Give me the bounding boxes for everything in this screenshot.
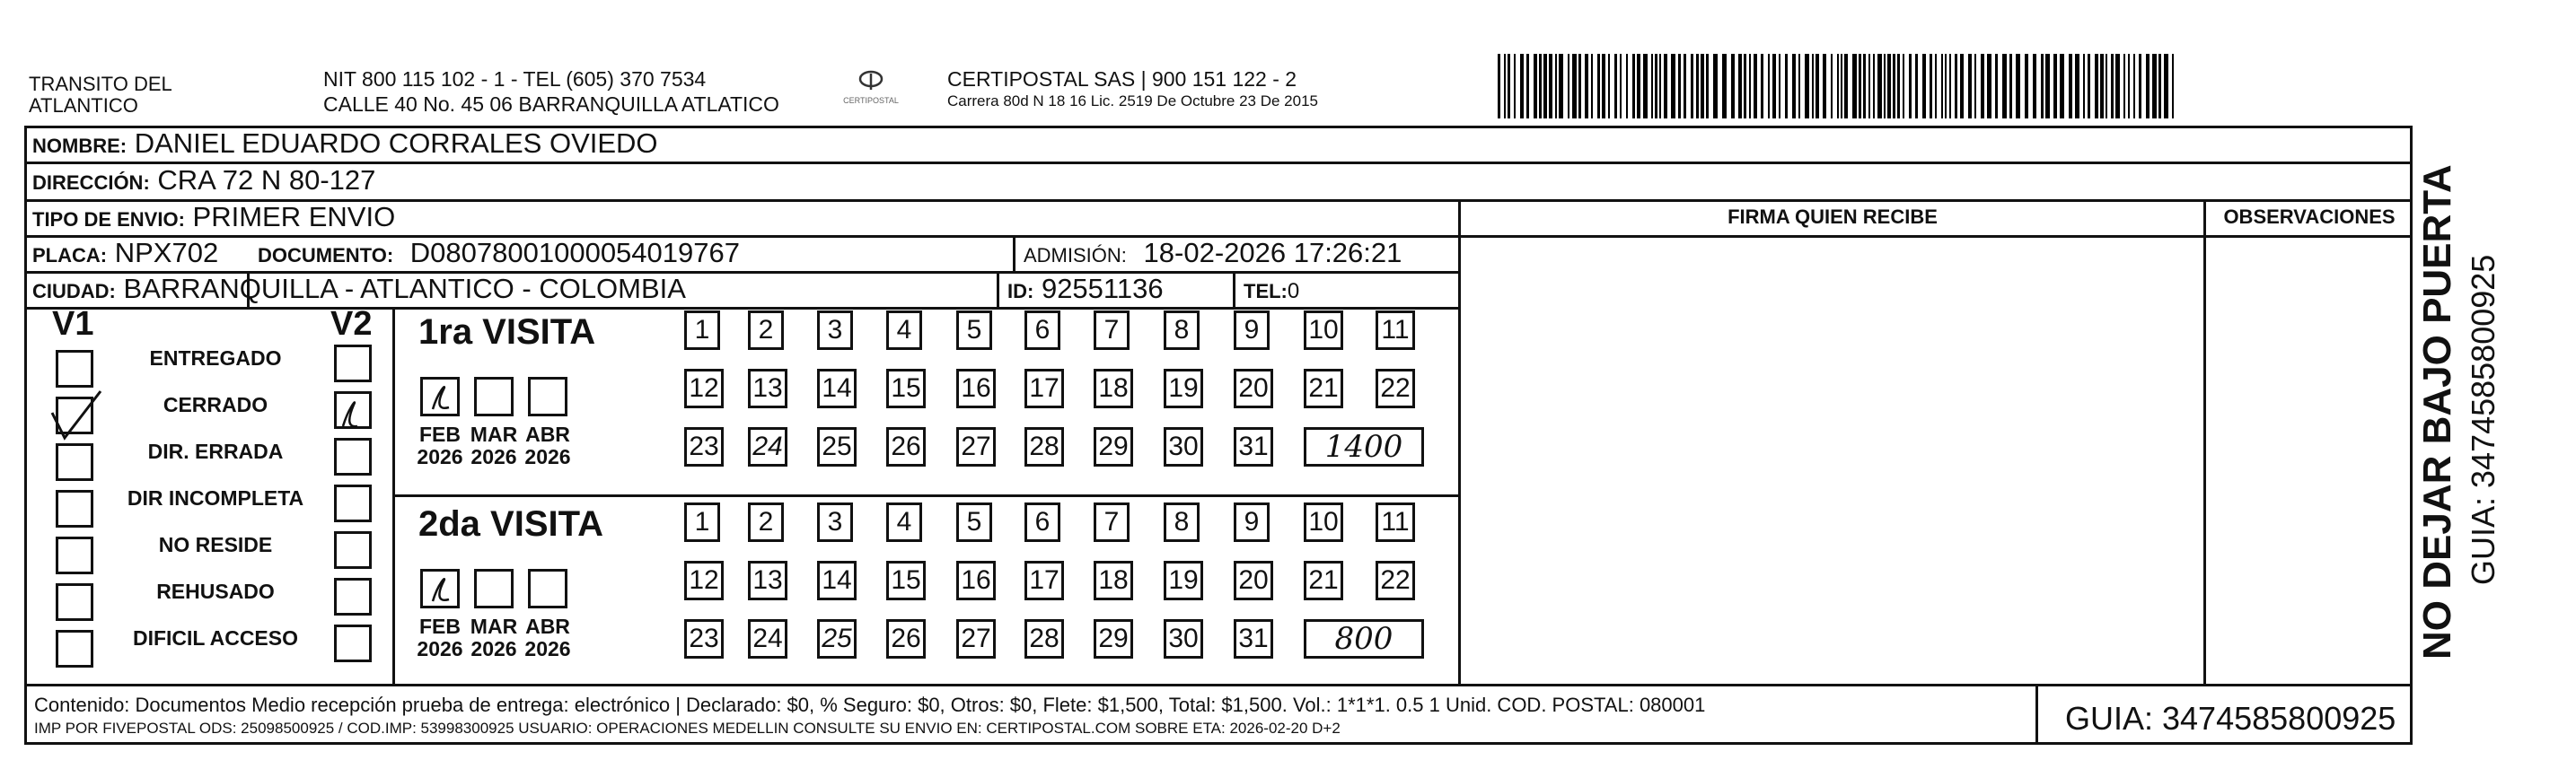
day-box[interactable]: 23 (684, 619, 724, 659)
barcode-bar (1792, 54, 1796, 118)
tipo-field (32, 202, 395, 235)
day-box[interactable]: 8 (1164, 502, 1200, 542)
observaciones-header: OBSERVACIONES (2223, 205, 2396, 228)
barcode-bar (1823, 54, 1826, 118)
day-box[interactable]: 3 (817, 502, 853, 542)
barcode-bar (1664, 54, 1667, 118)
barcode-bar (1637, 54, 1640, 118)
barcode-bar (2164, 54, 2168, 118)
barcode-bar (1945, 54, 1947, 118)
carrier-info (947, 66, 1318, 111)
month-checkbox[interactable] (474, 569, 514, 608)
month-checkbox[interactable] (474, 377, 514, 416)
v2-checkbox[interactable] (334, 345, 372, 382)
barcode-bar (1678, 54, 1681, 118)
time-box[interactable]: 1400 (1304, 427, 1424, 467)
v2-checkbox[interactable] (334, 578, 372, 616)
day-box[interactable]: 25 (817, 427, 857, 467)
barcode-bar (1960, 54, 1964, 118)
barcode-bar (1643, 54, 1648, 118)
barcode-bar (1731, 54, 1735, 118)
barcode-bar (1572, 54, 1577, 118)
v2-checkbox[interactable] (334, 531, 372, 569)
barcode-bar (1841, 54, 1842, 118)
day-box[interactable]: 15 (886, 561, 926, 600)
v1-checkbox[interactable] (56, 537, 93, 574)
day-box[interactable]: 20 (1234, 561, 1273, 600)
day-box[interactable]: 24 (748, 619, 787, 659)
day-box[interactable]: 24 (748, 427, 787, 467)
barcode-bar (1539, 54, 1542, 118)
barcode-bar (1768, 54, 1770, 118)
day-box[interactable]: 28 (1024, 619, 1064, 659)
day-box[interactable]: 12 (684, 561, 724, 600)
barcode-bar (1884, 54, 1886, 118)
day-box[interactable]: 2 (748, 502, 784, 542)
barcode-bar (1671, 54, 1675, 118)
barcode-bar (1555, 54, 1557, 118)
barcode-bar (1626, 54, 1628, 118)
month-label: MAR 2026 (470, 423, 518, 468)
carrier-license: Carrera 80d N 18 16 Lic. 2519 De Octubre 23 De 2015 (947, 92, 1318, 109)
v1-checkbox[interactable] (56, 443, 93, 481)
day-box[interactable]: 29 (1094, 427, 1133, 467)
feb-mark-icon (424, 379, 460, 415)
day-box[interactable]: 21 (1304, 561, 1343, 600)
id-value: 92551136 (1041, 273, 1164, 304)
barcode-bar (1968, 54, 1972, 118)
ciudad-value: BARRANQUILLA - ATLANTICO - COLOMBIA (123, 273, 686, 304)
barcode-bar (2083, 54, 2085, 118)
id-field (1007, 274, 1164, 307)
footer-imp-line: IMP POR FIVEPOSTAL ODS: 25098500925 / COD.IMP: 53998300925 USUARIO: OPERACIONES MEDELLIN CONSULTE SU ENVIO EN: CERTIPOSTAL.COM SOBRE ETA: 2026-02-20 D+2 (34, 720, 1341, 737)
admision-value: 18-02-2026 17:26:21 (1143, 237, 1402, 268)
nombre-label: NOMBRE: (32, 135, 127, 157)
day-box[interactable]: 11 (1376, 502, 1415, 542)
barcode-bar (2095, 54, 2098, 118)
barcode-bar (1761, 54, 1763, 118)
day-box[interactable]: 21 (1304, 369, 1343, 408)
footer-guia: GUIA: 3474585800925 (2065, 700, 2396, 737)
barcode-bar (1844, 54, 1848, 118)
barcode-bar (1974, 54, 1976, 118)
barcode-bar (1526, 54, 1529, 118)
barcode-bar (1816, 54, 1819, 118)
v2-label: V2 (330, 305, 373, 343)
placa-value: NPX702 (114, 237, 219, 268)
barcode-bar (2053, 54, 2057, 118)
barcode-bar (2075, 54, 2079, 118)
barcode-bar (1887, 54, 1891, 118)
day-box[interactable]: 14 (817, 369, 857, 408)
barcode-bar (1935, 54, 1937, 118)
day-box[interactable]: 10 (1304, 502, 1343, 542)
barcode-bar (2115, 54, 2120, 118)
barcode-bar (1549, 54, 1552, 118)
barcode-bar (1909, 54, 1912, 118)
day-box[interactable]: 6 (1024, 310, 1060, 350)
day-box[interactable]: 2 (748, 310, 784, 350)
ciudad-field (32, 274, 686, 307)
barcode-bar (1785, 54, 1788, 118)
barcode-bar (1543, 54, 1547, 118)
day-box[interactable]: 27 (956, 427, 996, 467)
direccion-field (32, 165, 375, 198)
day-box[interactable]: 5 (956, 502, 992, 542)
v1-checkbox[interactable] (56, 583, 93, 621)
barcode-bar (2158, 54, 2161, 118)
barcode-bar (1568, 54, 1569, 118)
org-contact (323, 66, 779, 117)
barcode-bar (1684, 54, 1686, 118)
v2-checkbox[interactable] (334, 438, 372, 476)
day-box[interactable]: 14 (817, 561, 857, 600)
v1-checkbox[interactable] (56, 350, 93, 388)
barcode-bar (1744, 54, 1746, 118)
barcode-bar (1585, 54, 1588, 118)
barcode-bar (1779, 54, 1780, 118)
status-label: NO RESIDE (158, 533, 273, 556)
day-box[interactable]: 4 (886, 310, 922, 350)
barcode-bar (1868, 54, 1870, 118)
day-box[interactable]: 8 (1164, 310, 1200, 350)
initial-mark-icon (330, 390, 375, 435)
day-box[interactable]: 19 (1164, 369, 1203, 408)
barcode-bar (1691, 54, 1693, 118)
barcode-bar (1893, 54, 1895, 118)
placa-label: PLACA: (32, 244, 108, 267)
barcode-bar (2128, 54, 2130, 118)
day-box[interactable]: 10 (1304, 310, 1343, 350)
barcode-bar (1831, 54, 1833, 118)
barcode-bar (2139, 54, 2141, 118)
day-box[interactable]: 13 (748, 369, 787, 408)
barcode-bar (1597, 54, 1600, 118)
admision-label: ADMISIÓN: (1024, 244, 1127, 267)
day-box[interactable]: 17 (1024, 369, 1064, 408)
day-box[interactable]: 17 (1024, 561, 1064, 600)
footer-content-line: Contenido: Documentos Medio recepción prueba de entrega: electrónico | Declarado: $0, % Seguro: $0, Otros: $0, Flete: $1,500, Total: $1,500. Vol.: 1*1*1. 0.5 1 Unid. COD. POSTAL: 080001 (34, 694, 1706, 716)
barcode-bar (1930, 54, 1932, 118)
day-box[interactable]: 16 (956, 561, 996, 600)
barcode-bar (1520, 54, 1524, 118)
tel-value: 0 (1287, 279, 1300, 303)
day-box[interactable]: 25 (817, 619, 857, 659)
barcode-bar (2025, 54, 2028, 118)
feb-mark-icon (424, 571, 460, 607)
logo-icon (853, 70, 889, 92)
no-dejar-warning: NO DEJAR BAJO PUERTA (2415, 164, 2459, 660)
barcode-bar (1659, 54, 1661, 118)
barcode-bar (1620, 54, 1622, 118)
month-checkbox[interactable] (528, 377, 567, 416)
barcode-bar (1852, 54, 1857, 118)
logo-text: CERTIPOSTAL (843, 96, 899, 105)
day-box[interactable]: 28 (1024, 427, 1064, 467)
checkmark-icon (45, 386, 108, 449)
carrier-logo (840, 70, 902, 105)
barcode-bar (1981, 54, 1984, 118)
direccion-value: CRA 72 N 80-127 (157, 164, 376, 196)
barcode (1498, 54, 2180, 118)
barcode-bar (1873, 54, 1875, 118)
month-label: ABR 2026 (524, 423, 571, 468)
barcode-bar (2123, 54, 2125, 118)
month-label: MAR 2026 (470, 615, 518, 660)
barcode-bar (2045, 54, 2050, 118)
barcode-bar (1696, 54, 1699, 118)
org-line-1: TRANSITO DEL (29, 73, 172, 95)
barcode-bar (1651, 54, 1653, 118)
month-checkbox[interactable] (528, 569, 567, 608)
barcode-bar (1504, 54, 1506, 118)
barcode-bar (1949, 54, 1951, 118)
barcode-bar (2152, 54, 2157, 118)
barcode-bar (2133, 54, 2135, 118)
v2-checkbox[interactable] (334, 485, 372, 522)
day-box[interactable]: 11 (1376, 310, 1415, 350)
day-box[interactable]: 12 (684, 369, 724, 408)
day-box[interactable]: 26 (886, 427, 926, 467)
day-box[interactable]: 15 (886, 369, 926, 408)
day-box[interactable]: 18 (1094, 369, 1133, 408)
barcode-bar (1722, 54, 1727, 118)
day-box[interactable]: 9 (1234, 310, 1270, 350)
barcode-bar (1877, 54, 1882, 118)
status-label: DIFICIL ACCESO (132, 626, 298, 650)
day-box[interactable]: 5 (956, 310, 992, 350)
barcode-bar (1498, 54, 1500, 118)
barcode-bar (1514, 54, 1516, 118)
day-box[interactable]: 20 (1234, 369, 1273, 408)
placa-field (32, 238, 218, 271)
tel-field (1244, 274, 1299, 307)
admision-field (1024, 238, 1402, 271)
barcode-bar (2146, 54, 2150, 118)
day-box[interactable]: 13 (748, 561, 787, 600)
barcode-bar (1995, 54, 1998, 118)
barcode-bar (2060, 54, 2064, 118)
barcode-bar (1602, 54, 1605, 118)
documento-value: D08078001000054019767 (409, 237, 740, 268)
barcode-bar (2172, 54, 2174, 118)
barcode-bar (1987, 54, 1991, 118)
barcode-bar (2088, 54, 2090, 118)
day-box[interactable]: 1 (684, 310, 720, 350)
barcode-bar (2002, 54, 2007, 118)
month-label: FEB 2026 (417, 423, 463, 468)
day-box[interactable]: 7 (1094, 502, 1130, 542)
barcode-bar (2106, 54, 2107, 118)
day-box[interactable]: 4 (886, 502, 922, 542)
barcode-bar (1897, 54, 1900, 118)
status-label: DIR INCOMPLETA (127, 486, 304, 510)
day-box[interactable]: 18 (1094, 561, 1133, 600)
barcode-bar (1614, 54, 1617, 118)
barcode-bar (1632, 54, 1635, 118)
barcode-bar (1955, 54, 1957, 118)
barcode-bar (1749, 54, 1751, 118)
v1-checkbox[interactable] (56, 630, 93, 668)
barcode-bar (1701, 54, 1704, 118)
barcode-bar (1713, 54, 1718, 118)
direccion-label: DIRECCIÓN: (32, 171, 150, 194)
day-box[interactable]: 31 (1234, 619, 1273, 659)
barcode-bar (1559, 54, 1563, 118)
day-box[interactable]: 23 (684, 427, 724, 467)
day-box[interactable]: 29 (1094, 619, 1133, 659)
org-line-2: ATLANTICO (29, 94, 138, 117)
day-box[interactable]: 22 (1376, 369, 1415, 408)
barcode-bar (1655, 54, 1657, 118)
barcode-bar (1508, 54, 1510, 118)
month-label: FEB 2026 (417, 615, 463, 660)
day-box[interactable]: 31 (1234, 427, 1273, 467)
day-box[interactable]: 26 (886, 619, 926, 659)
status-label: CERRADO (163, 393, 268, 416)
tipo-value: PRIMER ENVIO (192, 201, 396, 232)
day-box[interactable]: 30 (1164, 619, 1203, 659)
first-visit-title: 1ra VISITA (418, 312, 596, 352)
org-name (29, 74, 172, 117)
barcode-bar (1863, 54, 1866, 118)
barcode-bar (1859, 54, 1861, 118)
day-box[interactable]: 6 (1024, 502, 1060, 542)
barcode-bar (2100, 54, 2104, 118)
day-box[interactable]: 19 (1164, 561, 1203, 600)
second-visit-title: 2da VISITA (418, 504, 603, 544)
barcode-bar (1915, 54, 1918, 118)
day-box[interactable]: 3 (817, 310, 853, 350)
nit-line: NIT 800 115 102 - 1 - TEL (605) 370 7534 (323, 67, 707, 91)
barcode-bar (1922, 54, 1926, 118)
status-label: DIR. ERRADA (147, 440, 284, 463)
barcode-bar (1772, 54, 1776, 118)
barcode-bar (1837, 54, 1839, 118)
status-label: ENTREGADO (149, 346, 282, 370)
day-box[interactable]: 27 (956, 619, 996, 659)
ciudad-label: CIUDAD: (32, 280, 116, 302)
day-box[interactable]: 16 (956, 369, 996, 408)
documento-label: DOCUMENTO: (258, 244, 394, 267)
barcode-bar (2069, 54, 2072, 118)
v2-checkbox[interactable] (334, 625, 372, 662)
barcode-bar (1534, 54, 1537, 118)
barcode-bar (2016, 54, 2020, 118)
barcode-bar (2041, 54, 2044, 118)
barcode-bar (1578, 54, 1581, 118)
day-box[interactable]: 1 (684, 502, 720, 542)
carrier-line: CERTIPOSTAL SAS | 900 151 122 - 2 (947, 67, 1297, 91)
barcode-bar (1903, 54, 1904, 118)
month-label: ABR 2026 (524, 615, 571, 660)
barcode-bar (1941, 54, 1943, 118)
barcode-bar (1608, 54, 1610, 118)
tipo-label: TIPO DE ENVIO: (32, 208, 185, 231)
time-box[interactable]: 800 (1304, 619, 1424, 659)
documento-field (258, 238, 740, 271)
barcode-bar (1738, 54, 1742, 118)
day-box[interactable]: 7 (1094, 310, 1130, 350)
tel-label: TEL: (1244, 280, 1288, 302)
status-label: REHUSADO (156, 580, 275, 603)
barcode-bar (1754, 54, 1757, 118)
nombre-field (32, 128, 658, 162)
barcode-bar (2111, 54, 2114, 118)
side-guia: GUIA: 3474585800925 (2465, 254, 2501, 585)
barcode-bar (1591, 54, 1593, 118)
barcode-bar (1798, 54, 1800, 118)
day-box[interactable]: 22 (1376, 561, 1415, 600)
v1-label: V1 (52, 305, 94, 343)
barcode-bar (2009, 54, 2012, 118)
address-line: CALLE 40 No. 45 06 BARRANQUILLA ATLATICO (323, 92, 779, 116)
firma-header: FIRMA QUIEN RECIBE (1728, 205, 1938, 228)
nombre-value: DANIEL EDUARDO CORRALES OVIEDO (134, 127, 658, 159)
id-label: ID: (1007, 280, 1034, 302)
barcode-bar (1812, 54, 1814, 118)
day-box[interactable]: 30 (1164, 427, 1203, 467)
barcode-bar (1706, 54, 1709, 118)
day-box[interactable]: 9 (1234, 502, 1270, 542)
barcode-bar (1805, 54, 1809, 118)
v1-checkbox[interactable] (56, 490, 93, 528)
barcode-bar (2033, 54, 2036, 118)
